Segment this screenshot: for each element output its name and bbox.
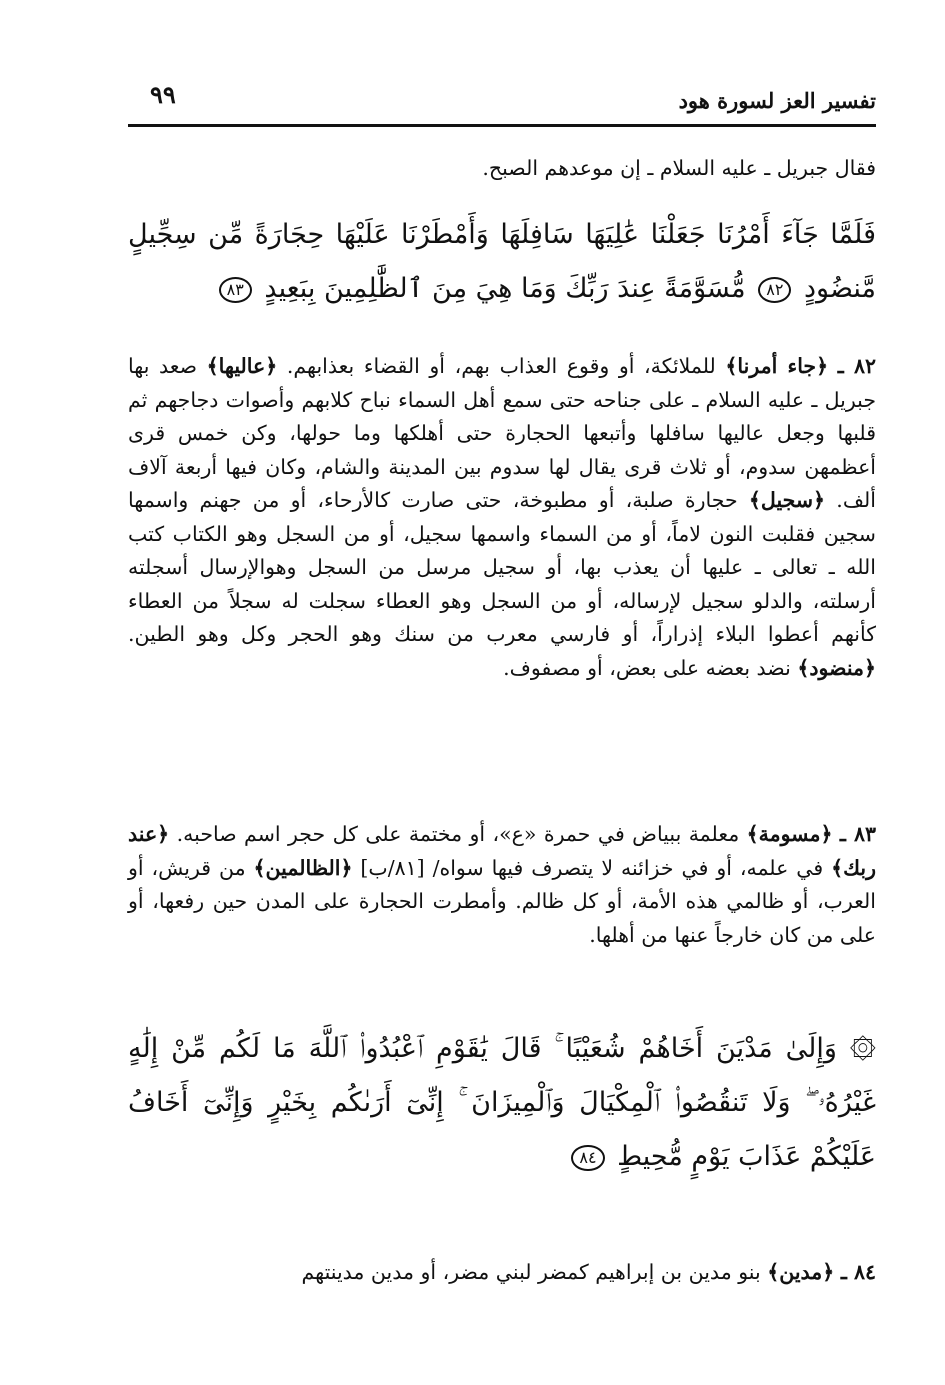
commentary-text: من قريش، أو العرب، أو ظالمي هذه الأمة، أو كل ظالم. وأمطرت الحجارة على المدن حين رفعها، أو على من كان خارجاً عنها من أهلها.	[128, 855, 876, 947]
commentary-number: ٨٤ ـ	[840, 1260, 876, 1284]
commentary-text: نضد بعضه على بعض، أو مصفوف.	[503, 655, 798, 680]
commentary-82	[128, 350, 876, 685]
page-number: ٩٩	[150, 80, 176, 109]
quran-verse-82-83	[128, 208, 876, 316]
verse-83-text: مُّسَوَّمَةً عِندَ رَبِّكَ وَمَا هِيَ مِنَ ٱلظَّٰلِمِينَ بِبَعِيدٍ	[264, 273, 746, 304]
running-title: تفسير العز لسورة هود	[678, 88, 876, 113]
keyword-inda-rabbik: ﴿عند ربك﴾	[128, 822, 876, 880]
commentary-84	[128, 1256, 876, 1290]
ayah-marker-83: ٨٣	[219, 277, 252, 303]
commentary-text: صعد بها جبريل ـ عليه السلام ـ على جناحه حتى سمع أهل السماء نباح كلابهم وأصوات دجاجهم ثم قلبها وجعل عاليها سافلها وأتبعها الحجارة حتى أهلكها وما حولها، وكن خمس قرى أعظمهن سدوم، أو ثلاث قرى يقال لها سدوم بين المدينة والشام، وكان فيها أربعة آلاف ألف.	[128, 354, 876, 512]
keyword-mandud: ﴿منضود﴾	[797, 655, 876, 680]
keyword-musawwama: ﴿مسومة﴾	[746, 822, 833, 846]
keyword-aliyaha: ﴿عاليها﴾	[206, 354, 278, 378]
commentary-text: للملائكة، أو وقوع العذاب بهم، أو القضاء بعذابهم.	[277, 354, 726, 378]
ayah-marker-84: ٨٤	[571, 1145, 604, 1171]
ayah-marker-82: ٨٢	[758, 277, 791, 303]
quran-verse-84	[128, 1022, 876, 1184]
commentary-text: بنو مدين بن إبراهيم كمضر لبني مضر، أو مدين مدينتهم	[301, 1260, 768, 1284]
keyword-zalimin: ﴿الظالمين﴾	[253, 855, 353, 880]
commentary-83	[128, 818, 876, 952]
page-header	[128, 72, 876, 127]
commentary-text: حجارة صلبة، أو مطبوخة، حتى صارت كالأرحاء، أو من جهنم واسمها سجين فقلبت النون لاماً، أو من السماء واسمها سجيل، أو من السجل وهو الكتاب كتب الله ـ تعالى ـ عليها أن يعذب بها، أو سجيل مرسل من السجل وهوالإرسال أسجلته أرسلته، والدلو سجيل لإرساله، أو من السجل وهو العطاء سجلت له سجلاً من العطاء كأنهم أعطوا البلاء إذراراً، أو فارسي معرب من سنك وهو الحجر وكل وهو الطين.	[128, 488, 876, 646]
commentary-number: ٨٣ ـ	[839, 822, 876, 846]
verse-82-text: فَلَمَّا جَآءَ أَمْرُنَا جَعَلْنَا عَٰلِيَهَا سَافِلَهَا وَأَمْطَرْنَا عَلَيْهَا حِجَارَةً مِّن سِجِّيلٍ مَّنضُودٍ	[128, 219, 876, 304]
commentary-number: ٨٢ ـ	[837, 354, 876, 378]
verse-84-text: ۞ وَإِلَىٰ مَدْيَنَ أَخَاهُمْ شُعَيْبًا ۚ قَالَ يَٰقَوْمِ ٱعْبُدُوا۟ ٱللَّهَ مَا لَكُم مِّنْ إِلَٰهٍ غَيْرُهُۥ ۖ وَلَا تَنقُصُوا۟ ٱلْمِكْيَالَ وَٱلْمِيزَانَ ۚ إِنِّىٓ أَرَىٰكُم بِخَيْرٍ وَإِنِّىٓ أَخَافُ عَلَيْكُمْ عَذَابَ يَوْمٍ مُّحِيطٍ	[128, 1033, 876, 1172]
keyword-jaa-amruna: ﴿جاء أمرنا﴾	[725, 354, 829, 378]
commentary-text: في علمه، أو في خزائنه لا يتصرف فيها سواه/ [٨١/ب]	[352, 855, 832, 880]
keyword-madyan: ﴿مدين﴾	[767, 1260, 835, 1284]
keyword-sijjil: ﴿سجيل﴾	[748, 488, 826, 512]
commentary-text: معلمة ببياض في حمرة «ع»، أو مختمة على كل حجر اسم صاحبه.	[169, 822, 747, 846]
intro-line: فقال جبريل ـ عليه السلام ـ إن موعدهم الصبح.	[482, 156, 876, 180]
